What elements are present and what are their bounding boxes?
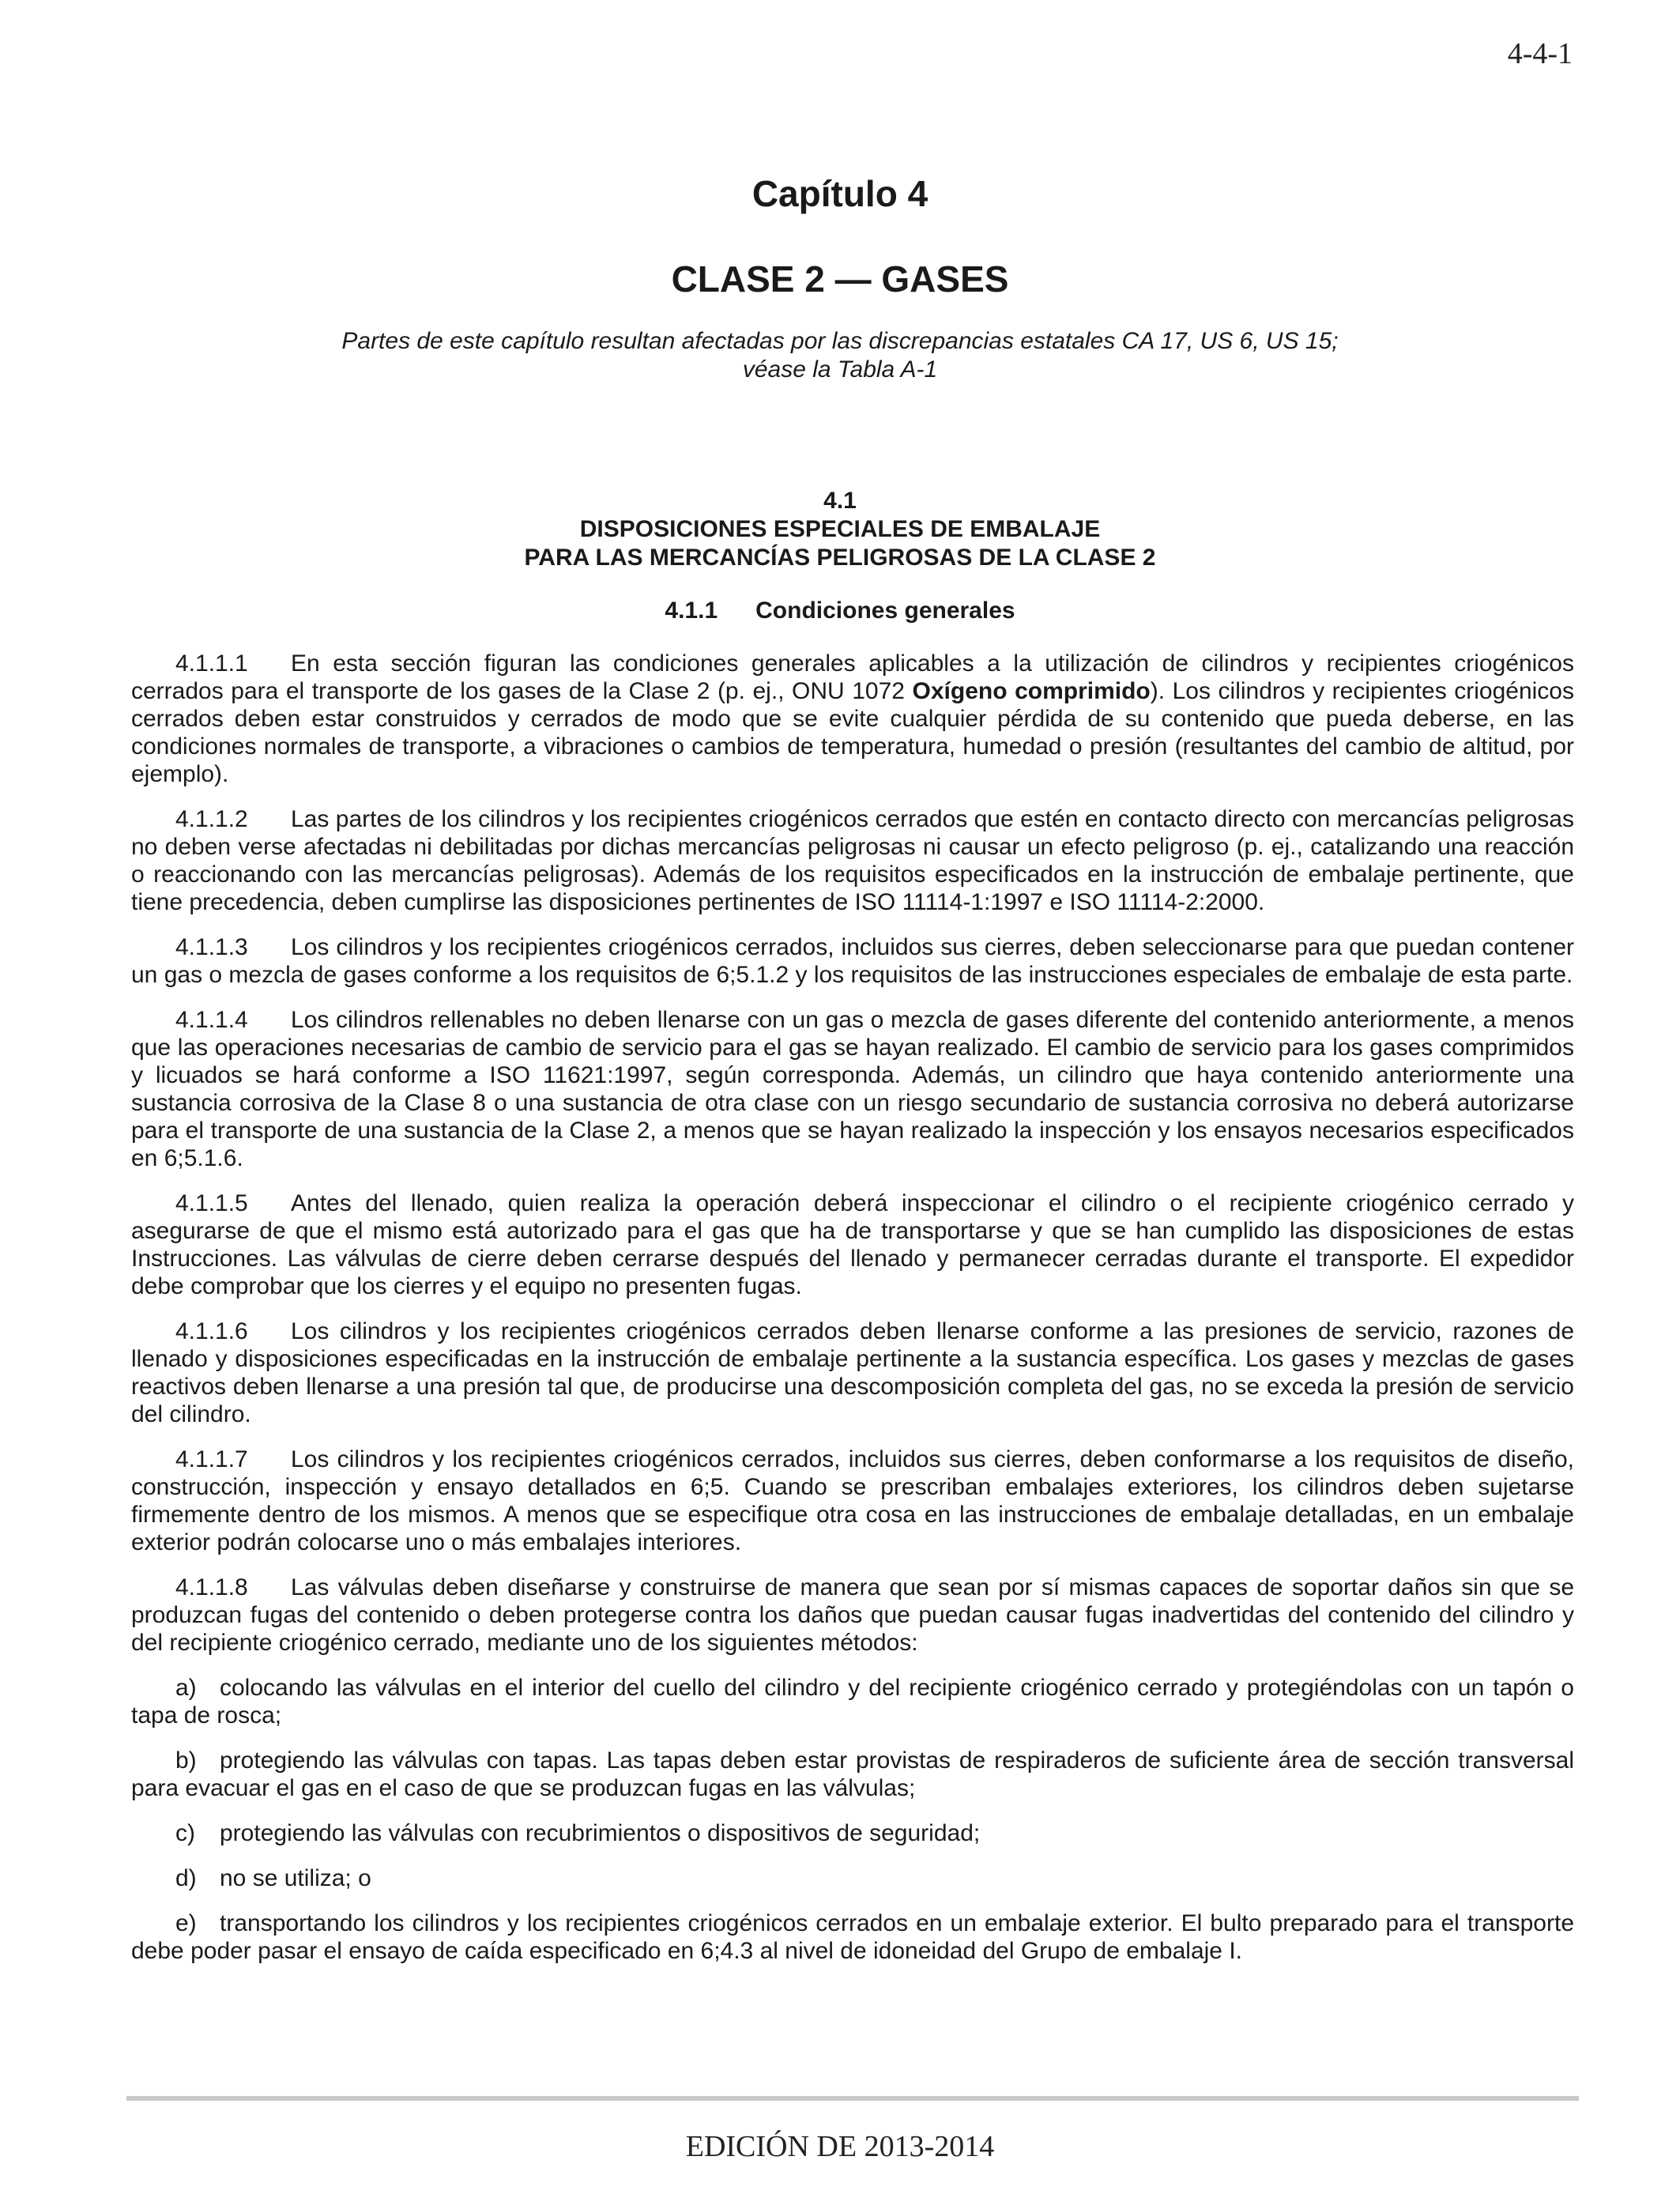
list-item-text: protegiendo las válvulas con tapas. Las tapas deben estar provistas de respiraderos de suficiente área de sección transversal para evacuar el gas en el caso de que se produzcan fugas en las válvulas; <box>131 1747 1574 1801</box>
page-number: 4-4-1 <box>1507 37 1573 70</box>
paragraph-4-1-1-7 <box>131 1446 1574 1556</box>
paragraph-number: 4.1.1.8 <box>175 1574 248 1600</box>
paragraph-number: 4.1.1.4 <box>175 1007 248 1033</box>
paragraph-text-before: En esta sección figuran las condiciones generales aplicables a la utilización de cilindros y recipientes criogénicos cerrados para el transporte de los gases de la Clase 2 (p. ej., ONU 1072 <box>131 650 1574 704</box>
paragraph-4-1-1-3 <box>131 933 1574 989</box>
paragraph-4-1-1-2 <box>131 805 1574 916</box>
list-item-letter: e) <box>175 1910 197 1936</box>
paragraph-4-1-1-1 <box>131 650 1574 788</box>
paragraph-4-1-1-8 <box>131 1574 1574 1657</box>
edition-footer: EDICIÓN DE 2013-2014 <box>685 2130 995 2163</box>
section-title-line-2: PARA LAS MERCANCÍAS PELIGROSAS DE LA CLASE 2 <box>524 545 1156 571</box>
subsection-number: 4.1.1 <box>665 598 718 624</box>
subtitle-line-2: véase la Tabla A-1 <box>742 356 938 383</box>
list-item-b <box>131 1747 1574 1802</box>
section-number: 4.1 <box>823 488 857 514</box>
section-title-line-1: DISPOSICIONES ESPECIALES DE EMBALAJE <box>579 516 1101 542</box>
paragraph-number: 4.1.1.3 <box>175 934 248 960</box>
paragraph-text: Los cilindros y los recipientes criogénicos cerrados, incluidos sus cierres, deben seleccionarse para que puedan contener un gas o mezcla de gases conforme a los requisitos de 6;5.1.2 y los requisitos de las instrucciones especiales de embalaje de esta parte. <box>131 934 1574 988</box>
chapter-title: CLASE 2 — GASES <box>671 258 1009 300</box>
paragraph-text: Antes del llenado, quien realiza la operación deberá inspeccionar el cilindro o el recipiente criogénico cerrado y asegurarse de que el mismo está autorizado para el gas que ha de transportarse y que se han cumplido las disposiciones de estas Instrucciones. Las válvulas de cierre deben cerrarse después del llenado y permanecer cerradas durante el transporte. El expedidor debe comprobar que los cierres y el equipo no presenten fugas. <box>131 1190 1574 1299</box>
paragraph-text: Los cilindros rellenables no deben llenarse con un gas o mezcla de gases diferente del contenido anteriormente, a menos que las operaciones necesarias de cambio de servicio para el gas se hayan realizado. El cambio de servicio para los gases comprimidos y licuados se hará conforme a ISO 11621:1997, según corresponda. Además, un cilindro que haya contenido anteriormente una sustancia corrosiva de la Clase 8 o una sustancia de otra clase con un riesgo secundario de sustancia corrosiva no deberá autorizarse para el transporte de una sustancia de la Clase 2, a menos que se hayan realizado la inspección y los ensayos necesarios especificados en 6;5.1.6. <box>131 1007 1574 1171</box>
list-item-letter: d) <box>175 1865 197 1891</box>
paragraph-4-1-1-5 <box>131 1189 1574 1300</box>
paragraph-number: 4.1.1.5 <box>175 1190 248 1216</box>
list-item-text: colocando las válvulas en el interior del cuello del cilindro y del recipiente criogénico cerrado y protegiéndolas con un tapón o tapa de rosca; <box>131 1675 1574 1728</box>
subsection-title: Condiciones generales <box>755 598 1015 624</box>
paragraph-4-1-1-4 <box>131 1006 1574 1172</box>
document-body <box>131 650 1574 1982</box>
paragraph-4-1-1-6 <box>131 1318 1574 1428</box>
list-item-text: transportando los cilindros y los recipientes criogénicos cerrados en un embalaje exterior. El bulto preparado para el transporte debe poder pasar el ensayo de caída especificado en 6;4.3 al nivel de idoneidad del Grupo de embalaje I. <box>131 1910 1574 1964</box>
paragraph-text: Las válvulas deben diseñarse y construirse de manera que sean por sí mismas capaces de soportar daños sin que se produzcan fugas del contenido o deben protegerse contra los daños que puedan causar fugas inadvertidas del contenido del cilindro y del recipiente criogénico cerrado, mediante uno de los siguientes métodos: <box>131 1574 1574 1656</box>
footer-divider <box>126 2096 1579 2101</box>
list-item-text: protegiendo las válvulas con recubrimientos o dispositivos de seguridad; <box>220 1820 981 1846</box>
paragraph-text: Los cilindros y los recipientes criogénicos cerrados, incluidos sus cierres, deben conformarse a los requisitos de diseño, construcción, inspección y ensayo detallados en 6;5. Cuando se prescriban embalajes exteriores, los cilindros deben sujetarse firmemente dentro de los mismos. A menos que se especifique otra cosa en las instrucciones de embalaje detalladas, en un embalaje exterior podrán colocarse uno o más embalajes interiores. <box>131 1446 1574 1555</box>
list-item-text: no se utiliza; o <box>220 1865 371 1891</box>
list-item-letter: c) <box>175 1820 195 1846</box>
list-item-letter: b) <box>175 1747 197 1774</box>
paragraph-text: Los cilindros y los recipientes criogénicos cerrados deben llenarse conforme a las presiones de servicio, razones de llenado y disposiciones especificadas en la instrucción de embalaje pertinente a la sustancia específica. Los gases y mezclas de gases reactivos deben llenarse a una presión tal que, de producirse una descomposición completa del gas, no se exceda la presión de servicio del cilindro. <box>131 1318 1574 1427</box>
list-item-e <box>131 1909 1574 1965</box>
list-item-c <box>131 1819 1574 1847</box>
list-item-d <box>131 1864 1574 1892</box>
section-heading-line-1 <box>0 487 1680 544</box>
paragraph-number: 4.1.1.2 <box>175 806 248 832</box>
list-item-letter: a) <box>175 1675 197 1701</box>
subtitle-line-1: Partes de este capítulo resultan afectadas por las discrepancias estatales CA 17, US 6, US 15; <box>341 328 1339 354</box>
paragraph-text: Las partes de los cilindros y los recipientes criogénicos cerrados que estén en contacto directo con mercancías peligrosas no deben verse afectadas ni debilitadas por dichas mercancías peligrosas ni causar un efecto peligroso (p. ej., catalizando una reacción o reaccionando con las mercancías peligrosas). Además de los requisitos especificados en la instrucción de embalaje pertinente, que tiene precedencia, deben cumplirse las disposiciones pertinentes de ISO 11114-1:1997 e ISO 11114-2:2000. <box>131 806 1574 915</box>
section-heading <box>0 487 1680 572</box>
paragraph-text-after: ). Los cilindros y recipientes criogénicos cerrados deben estar construidos y cerrados de modo que se evite cualquier pérdida de su contenido que pueda deberse, en las condiciones normales de transporte, a vibraciones o cambios de temperatura, humedad o presión (resultantes del cambio de altitud, por ejemplo). <box>131 678 1574 787</box>
paragraph-number: 4.1.1.7 <box>175 1446 248 1472</box>
chapter-subtitle <box>158 327 1522 384</box>
subsection-heading <box>0 598 1680 624</box>
paragraph-number: 4.1.1.6 <box>175 1318 248 1344</box>
chapter-heading: Capítulo 4 <box>751 173 929 214</box>
list-item-a <box>131 1674 1574 1729</box>
paragraph-bold-term: Oxígeno comprimido <box>912 678 1151 704</box>
paragraph-number: 4.1.1.1 <box>175 650 248 677</box>
